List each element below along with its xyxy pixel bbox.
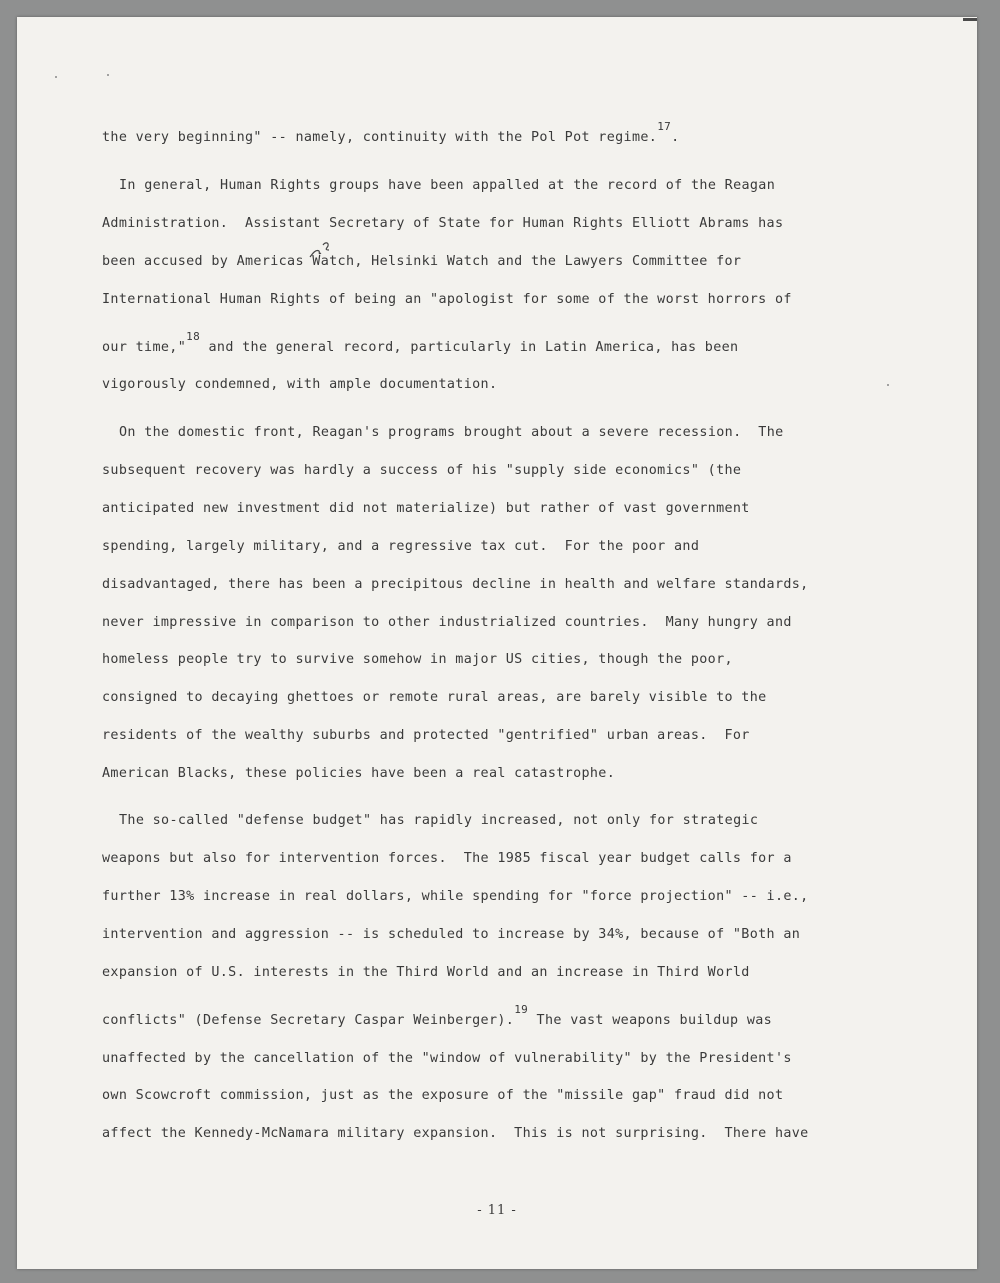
text-line-23: conflicts" (Defense Secretary Caspar Weinberger).$^{19}$ The vast weapons buildup was [102, 1003, 773, 1028]
text-line-17: American Blacks, these policies have been a real catastrophe. [102, 766, 616, 781]
text-line-20: further 13% increase in real dollars, while spending for "force projection" -- i.e., [102, 889, 809, 904]
footnote-19: 19 [514, 1003, 529, 1016]
text-line-8: On the domestic front, Reagan's programs brought about a severe recession. The [119, 425, 784, 440]
text-line-7: vigorously condemned, with ample documentation. [102, 377, 498, 392]
page-edge-mark [963, 18, 977, 21]
text-line-1: the very beginning" -- namely, continuity with the Pol Pot regime.$^{17}$. [102, 120, 680, 145]
text-line-25: own Scowcroft commission, just as the exposure of the "missile gap" fraud did not [102, 1088, 784, 1103]
text-line-10: anticipated new investment did not materialize) but rather of vast government [102, 501, 750, 516]
paper-speck [887, 384, 889, 386]
text-line-26: affect the Kennedy-McNamara military expansion. This is not surprising. There have [102, 1126, 809, 1141]
text-line-11: spending, largely military, and a regressive tax cut. For the poor and [102, 539, 700, 554]
text-line-14: homeless people try to survive somehow in major US cities, though the poor, [102, 652, 733, 667]
text-line-21: intervention and aggression -- is scheduled to increase by 34%, because of "Both an [102, 927, 801, 942]
text-line-16: residents of the wealthy suburbs and protected "gentrified" urban areas. For [102, 728, 750, 743]
footnote-17: 17 [657, 120, 672, 133]
text-line-5: International Human Rights of being an "apologist for some of the worst horrors of [102, 292, 792, 307]
text-line-24: unaffected by the cancellation of the "window of vulnerability" by the President's [102, 1051, 792, 1066]
footnote-18: 18 [186, 330, 201, 343]
document-page [17, 17, 977, 1269]
text-line-4: been accused by Americas Watch, Helsinki Watch and the Lawyers Committee for [102, 254, 742, 269]
page-number: - 11 - [477, 1203, 517, 1218]
paper-speck [55, 76, 57, 78]
text-line-22: expansion of U.S. interests in the Third World and an increase in Third World [102, 965, 750, 980]
paper-speck [107, 74, 109, 76]
text-line-15: consigned to decaying ghettoes or remote rural areas, are barely visible to the [102, 690, 767, 705]
text-line-6: our time,"$^{18}$ and the general record, particularly in Latin America, has been [102, 330, 739, 355]
text-line-9: subsequent recovery was hardly a success of his "supply side economics" (the [102, 463, 742, 478]
text-line-2: In general, Human Rights groups have been appalled at the record of the Reagan [119, 178, 776, 193]
text-line-18: The so-called "defense budget" has rapidly increased, not only for strategic [119, 813, 759, 828]
text-line-19: weapons but also for intervention forces. The 1985 fiscal year budget calls for a [102, 851, 792, 866]
text-line-12: disadvantaged, there has been a precipitous decline in health and welfare standards, [102, 577, 809, 592]
text-line-3: Administration. Assistant Secretary of State for Human Rights Elliott Abrams has [102, 216, 784, 231]
text-line-13: never impressive in comparison to other industrialized countries. Many hungry and [102, 615, 792, 630]
